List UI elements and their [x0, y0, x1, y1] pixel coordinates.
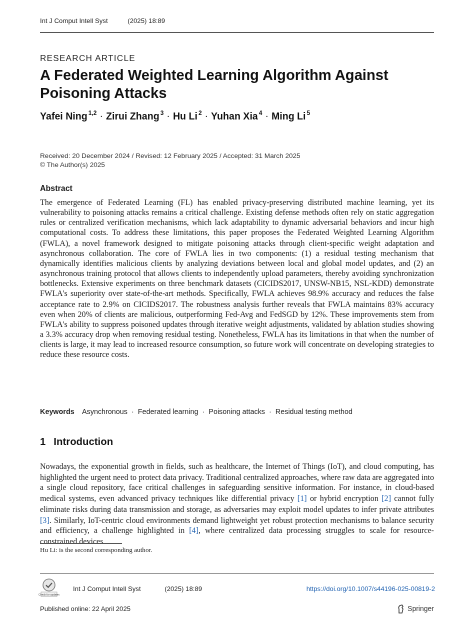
footer-journal-name: Int J Comput Intell Syst: [73, 586, 141, 593]
author-affiliation: 1,2: [88, 111, 97, 117]
author-name[interactable]: Hu Li: [172, 111, 198, 123]
history-dates: Received: 20 December 2024 / Revised: 12 February 2025 / Accepted: 31 March 2025: [40, 153, 301, 160]
copyright-line: © The Author(s) 2025: [40, 162, 105, 169]
author-affiliation: 5: [306, 111, 311, 117]
header-citation: (2025) 18:89: [127, 18, 166, 25]
header-journal: Int J Comput Intell Syst: [40, 18, 108, 25]
keyword-separator: ·: [131, 407, 134, 416]
citation-link[interactable]: [1]: [297, 494, 307, 504]
keyword-item[interactable]: Poisoning attacks: [208, 407, 266, 416]
footer-journal: [73, 586, 202, 593]
footnote: Hu Li: is the second corresponding author.: [40, 547, 153, 554]
header-rule: [40, 32, 434, 33]
abstract-text: The emergence of Federated Learning (FL) has enabled privacy-preserving distributed machine learning, yet its vulnerability to poisoning attacks remains a critical challenge. Existing defense methods often rely on static aggregation rules or centralized verification mechanisms, which lack adaptability to dynamic adversarial behaviors and incur high computational costs. To address these limitations, this paper proposes the Federated Weighted Learning Algorithm (FWLA), a novel framework designed to mitigate poisoning attacks through client-specific weight adaptation and asynchronous collaboration. The core of FWLA lies in two components: (1) a residual testing mechanism that dynamically identifies malicious clients by analyzing deviations between local and global model updates, and (2) an asynchronous training protocol that allows clients to independently upload parameters, thereby avoiding synchronization bottlenecks. Extensive experiments on three benchmark datasets (CICIDS2017, UNSW-NB15, NSL-KDD) demonstrate FWLA's superiority over state-of-the-art methods. Specifically, FWLA achieves 98.9% accuracy and reduces the false acceptance rate to 2.9% on CICIDS2017. The robustness analysis further reveals that FWLA maintains 83% accuracy even when 20% of clients are malicious, outperforming Fed-Avg and FedSGD by 12%. These improvements stem from FWLA's ability to suppress poisoned updates through iterative weight adjustments, validated by ablation studies showing a 3.3% accuracy drop when removing residual testing. Nonetheless, FWLA has its limitations in that when the number of clients is large, it may lead to increased resource consumption, so future work will concentrate on developing strategies to reduce these resource costs.: [40, 198, 434, 360]
keyword-separator: ·: [269, 407, 272, 416]
intro-text: . Similarly, IoT-centric cloud environments demand lightweight yet robust protection mechanisms to balance security and efficiency, a challenge highlighted in: [40, 515, 434, 536]
publisher-logo: [397, 604, 434, 614]
author-name[interactable]: Zirui Zhang: [105, 111, 160, 123]
footer-citation: (2025) 18:89: [164, 586, 203, 593]
article-type-label: RESEARCH ARTICLE: [40, 53, 136, 63]
author-list: [40, 111, 310, 122]
svg-text:Check for updates: Check for updates: [38, 593, 60, 597]
keyword-item[interactable]: Residual testing method: [275, 407, 353, 416]
footnote-rule: [40, 543, 122, 544]
check-for-updates-icon[interactable]: [40, 578, 58, 597]
keywords-label: Keywords: [40, 407, 75, 416]
running-header: [40, 18, 434, 25]
author-separator: ·: [265, 111, 269, 123]
citation-link[interactable]: [4]: [189, 526, 199, 536]
springer-horse-icon: [397, 604, 405, 614]
author-affiliation: 2: [198, 111, 202, 117]
author-name[interactable]: Yuhan Xia: [211, 111, 258, 123]
article-title: A Federated Weighted Learning Algorithm Against Poisoning Attacks: [40, 68, 389, 103]
published-date: Published online: 22 April 2025: [40, 606, 131, 613]
doi-link[interactable]: https://doi.org/10.1007/s44196-025-00819-2: [306, 586, 435, 593]
citation-link[interactable]: [2]: [381, 494, 392, 504]
citation-link[interactable]: [3]: [40, 515, 50, 525]
author-name[interactable]: Yafei Ning: [40, 111, 88, 123]
intro-text: or hybrid encryption: [306, 494, 382, 504]
author-separator: ·: [204, 111, 209, 123]
author-affiliation: 3: [160, 111, 164, 117]
abstract-heading: Abstract: [40, 184, 73, 193]
keyword-item[interactable]: Asynchronous: [81, 407, 128, 416]
keywords-line: [40, 407, 434, 416]
keyword-item[interactable]: Federated learning: [137, 407, 199, 416]
section-title: Introduction: [53, 437, 114, 448]
publisher-name: Springer: [407, 605, 434, 613]
author-name[interactable]: Ming Li: [271, 111, 306, 123]
author-affiliation: 4: [258, 111, 263, 117]
author-separator: ·: [99, 111, 103, 123]
author-separator: ·: [166, 111, 170, 123]
footer-rule: [40, 573, 434, 574]
article-dates: [40, 152, 300, 170]
intro-text: cannot fully eliminate risks during data transmission and storage, as adversaries may exploit model updates to infer private attributes: [40, 494, 435, 514]
section-number: 1: [40, 437, 46, 448]
intro-text: , where centralized data processing struggles to scale for resource-constrained devices.: [40, 526, 434, 546]
intro-text: Nowadays, the exponential growth in fields, such as healthcare, the Internet of Things (IoT), and cloud computing, has highlighted the urgent need to protect data privacy. Traditional centralized approaches, where raw data are aggregated into a single cloud repository, face critical challenges in safeguarding sensitive information. For instance, in cloud-based medical systems, even advanced privacy techniques like differential privacy: [40, 462, 434, 504]
intro-paragraph: [40, 462, 434, 548]
keyword-separator: ·: [202, 407, 205, 416]
section-heading: [40, 437, 113, 448]
